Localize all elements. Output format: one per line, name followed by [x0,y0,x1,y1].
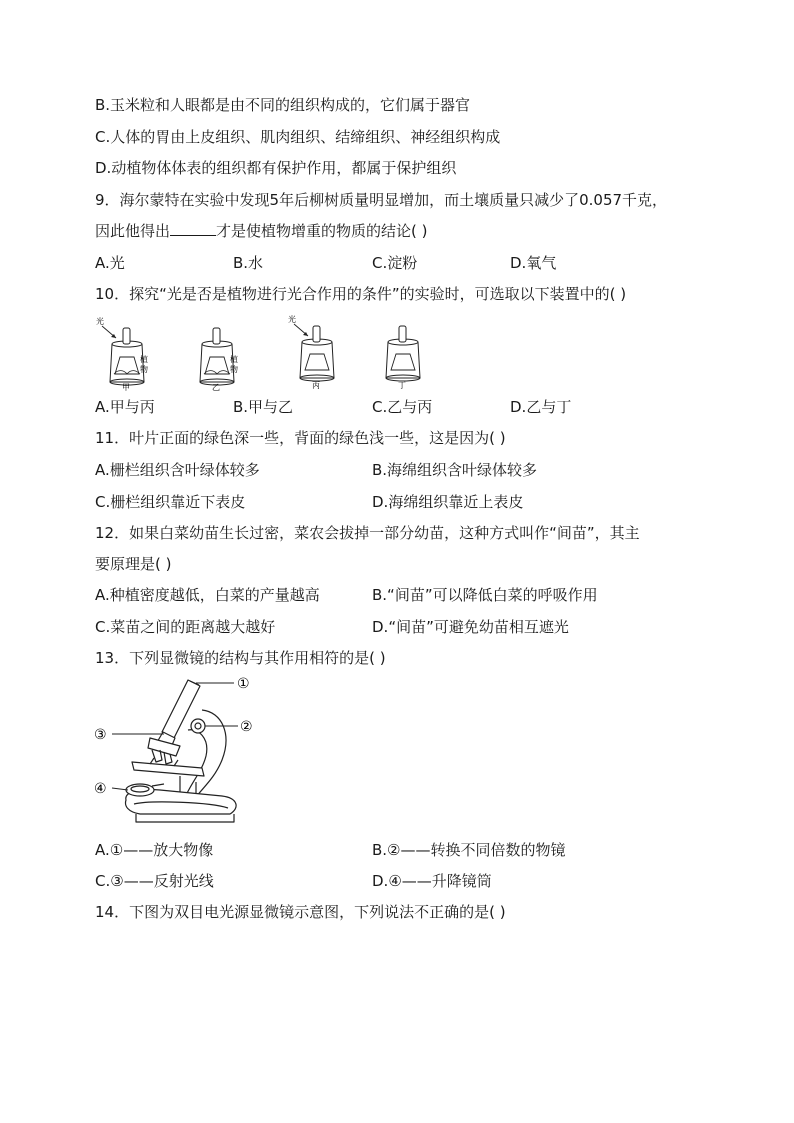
plant-label-1: 植 [230,355,238,364]
q12-option-a: A.种植密度越低，白菜的产量越高 [95,586,320,604]
microscope-label-2: ② [240,719,253,735]
q9-stem-line1: 9．海尔蒙特在实验中发现5年后柳树质量明显增加，而土壤质量只减少了0.057千克， [95,191,668,209]
q9-stem-line2 [95,221,428,241]
label-jia: 甲 [122,383,130,392]
label-bing: 丙 [312,381,320,390]
q11-option-c: C.栅栏组织靠近下表皮 [95,493,246,511]
q8-option-c: C.人体的胃由上皮组织、肌肉组织、结缔组织、神经组织构成 [95,128,501,146]
q10-stem: 10．探究“光是否是植物进行光合作用的条件”的实验时，可选取以下装置中的( ) [95,285,627,303]
device-ding [386,326,420,390]
microscope-label-3: ③ [94,727,107,743]
q9-option-a: A.光 [95,254,125,272]
q10-bell-jar-figure [90,312,430,392]
label-ding: 丁 [398,381,406,390]
q12-option-d: D.“间苗”可避免幼苗相互遮光 [372,618,569,636]
q13-option-c: C.③——反射光线 [95,872,214,890]
q9-option-c: C.淀粉 [372,254,418,272]
q9-option-b: B.水 [233,254,264,272]
q10-option-d: D.乙与丁 [510,398,572,416]
q13-microscope-figure [90,672,270,832]
light-label: 光 [96,317,104,326]
q9-answer-blank [170,221,216,236]
q11-option-d: D.海绵组织靠近上表皮 [372,493,524,511]
q10-option-b: B.甲与乙 [233,398,294,416]
q8-option-b: B.玉米粒和人眼都是由不同的组织构成的，它们属于器官 [95,96,471,114]
q8-option-d: D.动植物体体表的组织都有保护作用，都属于保护组织 [95,159,457,177]
q12-option-c: C.菜苗之间的距离越大越好 [95,618,276,636]
q10-option-c: C.乙与丙 [372,398,433,416]
plant-label-2: 物 [140,365,148,374]
device-jia [96,316,148,392]
microscope-label-1: ① [237,676,250,692]
q9-stem-pre: 因此他得出 [95,222,171,240]
q11-option-a: A.栅栏组织含叶绿体较多 [95,461,260,479]
q13-option-a: A.①——放大物像 [95,841,214,859]
q13-option-b: B.②——转换不同倍数的物镜 [372,841,566,859]
q13-stem: 13．下列显微镜的结构与其作用相符的是( ) [95,649,386,667]
light-label: 光 [288,315,296,324]
q9-stem-post: 才是使植物增重的物质的结论( ) [216,222,428,240]
plant-label-1: 植 [140,355,148,364]
q11-option-b: B.海绵组织含叶绿体较多 [372,461,538,479]
plant-label-2: 物 [230,365,238,374]
q14-stem: 14．下图为双目电光源显微镜示意图，下列说法不正确的是( ) [95,903,506,921]
q9-option-d: D.氧气 [510,254,557,272]
q12-stem-line1: 12．如果白菜幼苗生长过密，菜农会拔掉一部分幼苗，这种方式叫作“间苗”，其主 [95,524,640,542]
q13-option-d: D.④——升降镜筒 [372,872,492,890]
q10-option-a: A.甲与丙 [95,398,155,416]
label-yi: 乙 [212,383,220,392]
microscope-label-4: ④ [94,781,107,797]
device-bing [288,314,334,390]
device-yi [200,328,238,392]
q11-stem: 11．叶片正面的绿色深一些，背面的绿色浅一些，这是因为( ) [95,429,506,447]
q12-option-b: B.“间苗”可以降低白菜的呼吸作用 [372,586,598,604]
q12-stem-line2: 要原理是( ) [95,555,172,573]
